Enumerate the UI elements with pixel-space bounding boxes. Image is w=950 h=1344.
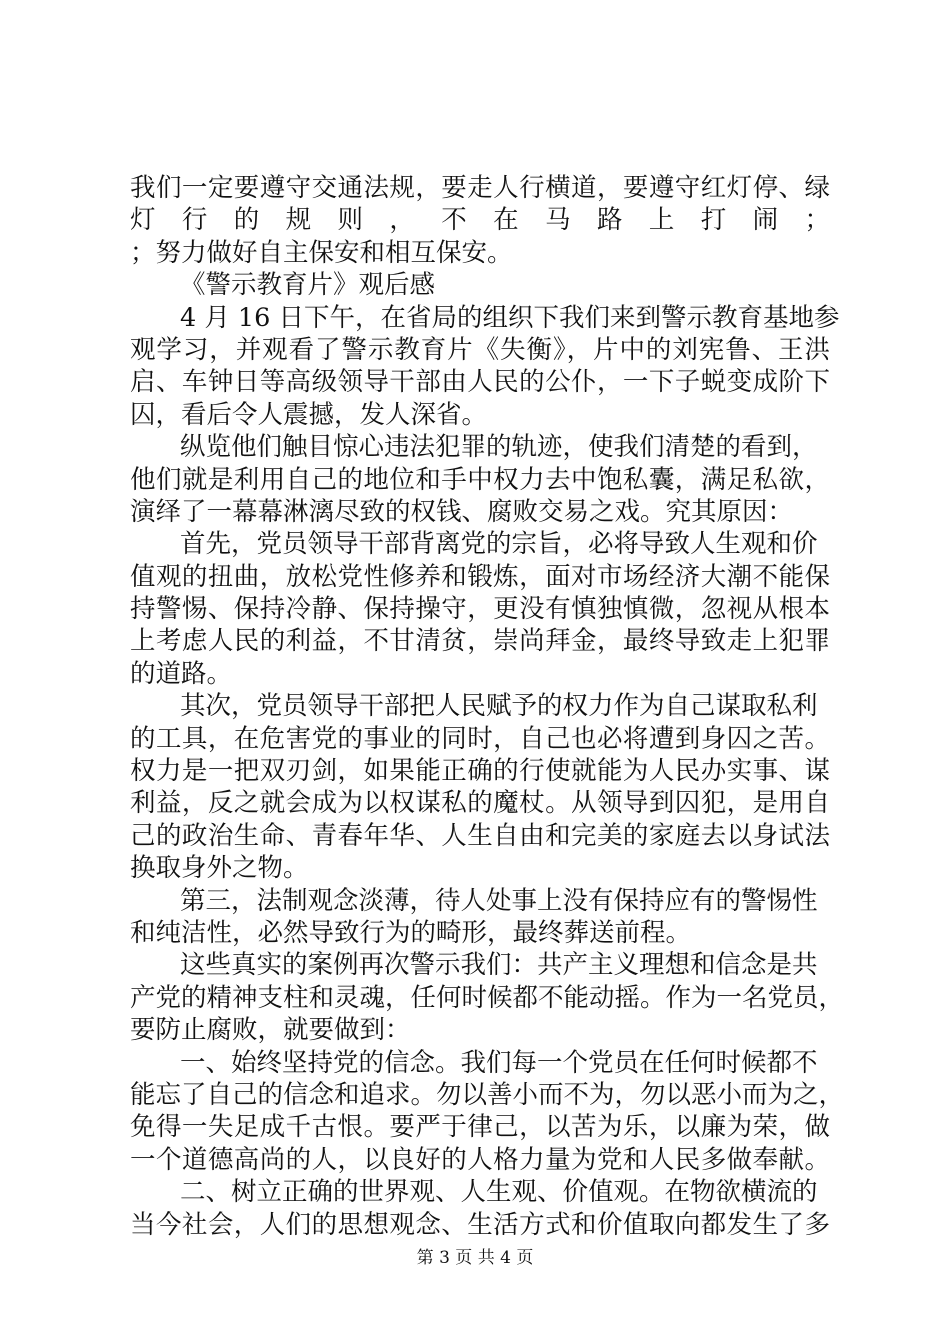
text-line: ；努力做好自主保安和相互保安。 xyxy=(130,237,513,268)
text-line: 4 月 16 日下午，在省局的组织下我们来到警示教育基地参 xyxy=(180,302,840,333)
text-line: 他们就是利用自己的地位和手中权力去中饱私囊，满足私欲， xyxy=(130,464,830,495)
text-line: 产党的精神支柱和灵魂，任何时候都不能动摇。作为一名党员， xyxy=(130,982,845,1013)
text-line: 我们一定要遵守交通法规，要走人行横道，要遵守红灯停、绿 xyxy=(130,173,830,203)
text-line: 值观的扭曲，放松党性修养和锻炼，面对市场经济大潮不能保 xyxy=(130,561,830,592)
document-body xyxy=(130,172,845,1241)
text-line: 持警惕、保持冷静、保持操守，更没有慎独慎微，忽视从根本 xyxy=(130,594,830,625)
text-line: 首先，党员领导干部背离党的宗旨，必将导致人生观和价 xyxy=(180,529,818,560)
page-footer: 第 3 页 共 4 页 xyxy=(416,1248,534,1268)
text-line: 第三，法制观念淡薄，待人处事上没有保持应有的警惕性 xyxy=(180,885,818,916)
text-line: 观学习，并观看了警示教育片《失衡》，片中的刘宪鲁、王洪 xyxy=(130,334,830,365)
text-line: 一个道德高尚的人，以良好的人格力量为党和人民多做奉献。 xyxy=(130,1144,830,1175)
text-line: 能忘了自己的信念和追求。勿以善小而不为，勿以恶小而为之， xyxy=(130,1079,845,1110)
text-line: 纵览他们触目惊心违法犯罪的轨迹，使我们清楚的看到， xyxy=(180,432,818,463)
text-line: 和纯洁性，必然导致行为的畸形，最终葬送前程。 xyxy=(130,917,692,948)
text-line: 的道路。 xyxy=(130,658,233,689)
text-line: 免得一失足成千古恨。要严于律己，以苦为乐，以廉为荣，做 xyxy=(130,1112,830,1143)
text-line: 这些真实的案例再次警示我们：共产主义理想和信念是共 xyxy=(180,950,818,981)
text-line: 其次，党员领导干部把人民赋予的权力作为自己谋取私利 xyxy=(180,691,818,722)
text-line: 囚，看后令人震撼，发人深省。 xyxy=(130,399,488,430)
section-title: 《警示教育片》观后感 xyxy=(180,270,436,301)
text-line: 利益，反之就会成为以权谋私的魔杖。从领导到囚犯，是用自 xyxy=(130,788,830,819)
text-line: 的工具，在危害党的事业的同时，自己也必将遭到身囚之苦。 xyxy=(130,723,830,754)
text-line: 演绎了一幕幕淋漓尽致的权钱、腐败交易之戏。究其原因： xyxy=(130,496,794,527)
text-line: 权力是一把双刃剑，如果能正确的行使就能为人民办实事、谋 xyxy=(130,756,830,787)
text-line: 一、始终坚持党的信念。我们每一个党员在任何时候都不 xyxy=(180,1047,818,1078)
text-line: 要防止腐败，就要做到： xyxy=(130,1015,411,1046)
text-line: 灯 行 的 规 则 ， 不 在 马 路 上 打 闹 ； xyxy=(130,205,830,236)
text-line: 己的政治生命、青春年华、人生自由和完美的家庭去以身试法 xyxy=(130,820,830,851)
text-line: 当今社会，人们的思想观念、生活方式和价值取向都发生了多 xyxy=(130,1209,830,1240)
text-line: 二、树立正确的世界观、人生观、价值观。在物欲横流的 xyxy=(180,1177,818,1208)
text-line: 换取身外之物。 xyxy=(130,853,309,884)
text-line: 启、车钟日等高级领导干部由人民的公仆，一下子蜕变成阶下 xyxy=(130,367,830,398)
text-line: 上考虑人民的利益，不甘清贫，崇尚拜金，最终导致走上犯罪 xyxy=(130,626,830,657)
